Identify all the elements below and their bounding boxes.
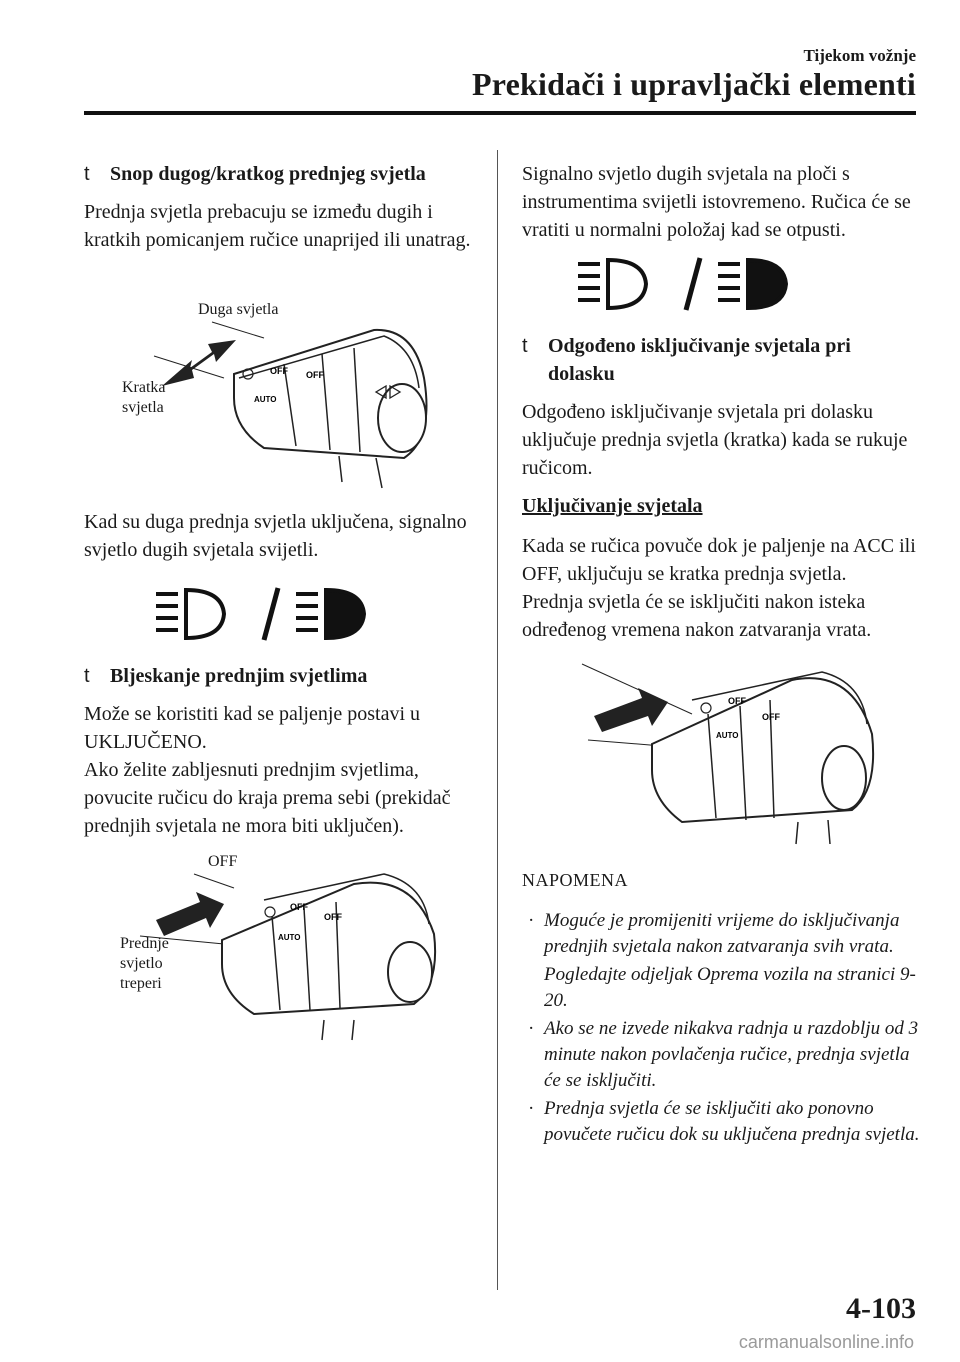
- paragraph-switch-on-1: Kada se ručica povuče dok je paljenje na ACC ili OFF, uključuju se kratka prednja svjetla.: [522, 535, 916, 585]
- section-heading-high-low-beam: t Snop dugog/kratkog prednjeg svjetla: [84, 160, 474, 188]
- figure-label-off: OFF: [208, 853, 238, 870]
- section-bullet: t: [84, 665, 90, 687]
- switch-off-marking: OFF: [290, 902, 308, 912]
- switch-off-marking: OFF: [728, 696, 746, 706]
- subheading-switching-on: Uključivanje svjetala: [522, 495, 703, 517]
- watermark-link[interactable]: carmanualsonline.info: [738, 1332, 914, 1352]
- note-title: NAPOMENA: [522, 870, 629, 890]
- switch-auto-marking: AUTO: [716, 731, 739, 740]
- switch-off-marking: OFF: [270, 366, 288, 376]
- high-beam-indicator-icon: [84, 584, 474, 644]
- switch-off-marking: OFF: [306, 370, 324, 380]
- figure-label-high-beam: Duga svjetla: [198, 301, 279, 318]
- paragraph-indicator-returns: Signalno svjetlo dugih svjetala na ploči s instrumentima svijetli istovremeno. Ručica će se vratiti u normalni položaj kad se otpusti.: [522, 163, 911, 241]
- section-bullet: t: [522, 335, 528, 357]
- right-column: [522, 160, 922, 1150]
- section-heading-coming-home: t Odgođeno isključivanje svjetala pri dolasku: [522, 332, 922, 388]
- note-list: [522, 908, 922, 1148]
- figure-label-low-beam: Kratka svjetla: [122, 379, 166, 416]
- switch-auto-marking: AUTO: [278, 933, 301, 942]
- note-item-continuation: Pogledajte odjeljak Oprema vozila na stranici 9-20.: [544, 964, 916, 1011]
- paragraph-high-low: Prednja svjetla prebacuju se između dugih i kratkih pomicanjem ručice unaprijed ili unatrag.: [84, 201, 471, 251]
- left-column: [84, 160, 474, 1044]
- switch-off-marking: OFF: [324, 912, 342, 922]
- section-heading-flashing: t Bljeskanje prednjim svjetlima: [84, 662, 474, 690]
- header-section: Tijekom vožnje: [803, 46, 916, 65]
- figure-lever-flash: [84, 844, 474, 1044]
- paragraph-high-beam-indicator: Kad su duga prednja svjetla uključena, signalno svjetlo dugih svjetala svijetli.: [84, 511, 467, 561]
- paragraph-switch-on-2: Prednja svjetla će se isključiti nakon isteka određenog vremena nakon zatvaranja vrata.: [522, 591, 872, 641]
- column-divider: [497, 150, 498, 1290]
- figure-lever-high-low: [84, 268, 474, 494]
- figure-label-flash: Prednje svjetlo treperi: [120, 935, 169, 992]
- figure-lever-pull: [522, 654, 922, 850]
- high-beam-indicator-icon: [522, 254, 922, 314]
- switch-auto-marking: AUTO: [254, 395, 277, 404]
- paragraph-coming-home: Odgođeno isključivanje svjetala pri dolasku uključuje prednja svjetla (kratka) kada se rukuje ručicom.: [522, 401, 908, 479]
- paragraph-flash-1: Može se koristiti kad se paljenje postavi u UKLJUČENO.: [84, 703, 421, 753]
- lever-illustration: [522, 654, 922, 850]
- switch-off-marking: OFF: [762, 712, 780, 722]
- header-title: Prekidači i upravljački elementi: [472, 66, 916, 102]
- section-bullet: t: [84, 163, 90, 185]
- note-item: · Moguće je promijeniti vrijeme do isključivanja prednjih svjetala nakon zatvaranja svih vrata.: [528, 910, 900, 957]
- paragraph-flash-2: Ako želite zabljesnuti prednjim svjetlima, povucite ručicu do kraja prema sebi (prekidač prednjih svjetala ne mora biti uključen).: [84, 759, 451, 837]
- note-item: · Prednja svjetla će se isključiti ako ponovno povučete ručicu dok su uključena prednja svjetla.: [528, 1098, 920, 1145]
- page-number: 4-103: [846, 1292, 916, 1325]
- header-rule: [84, 111, 916, 115]
- note-item: · Ako se ne izvede nikakva radnja u razdoblju od 3 minute nakon povlačenja ručice, prednja svjetla će se isključiti.: [528, 1018, 919, 1091]
